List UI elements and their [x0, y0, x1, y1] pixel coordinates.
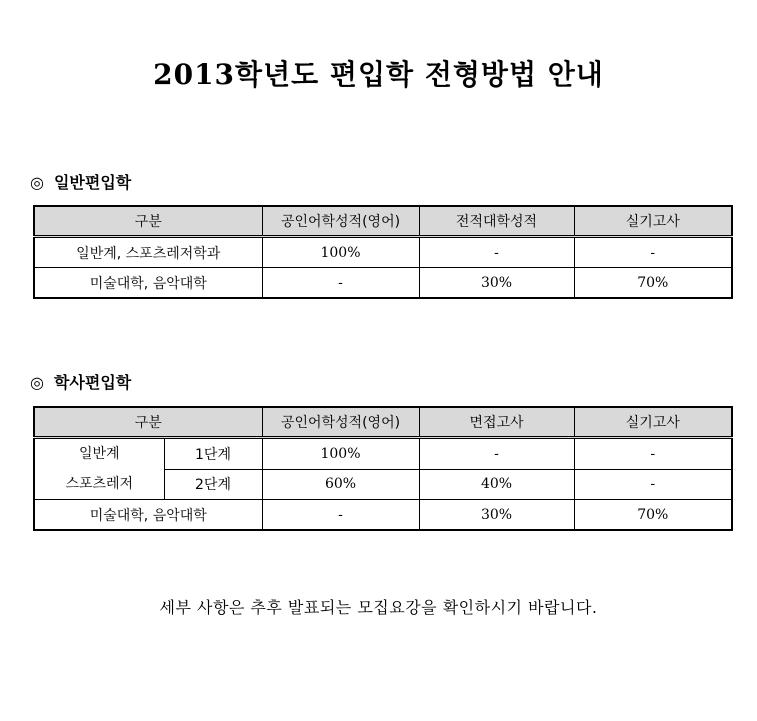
general-transfer-table: [33, 205, 733, 299]
header-english-score: 공인어학성적(영어): [262, 407, 419, 438]
row-category: 일반계, 스포츠레저학과: [34, 237, 262, 268]
english-score-cell: -: [262, 500, 419, 531]
english-score-cell: 100%: [262, 438, 419, 470]
table-row: [34, 268, 732, 299]
section-heading-label: 학사편입학: [53, 373, 132, 392]
practical-exam-cell: -: [574, 438, 732, 470]
table-header-row: [34, 407, 732, 438]
group-label-general: 일반계: [78, 446, 120, 462]
page-title: 2013학년도 편입학 전형방법 안내: [153, 58, 604, 91]
interview-cell: -: [419, 438, 574, 470]
english-score-cell: 60%: [262, 469, 419, 500]
english-score-cell: -: [262, 268, 419, 299]
section-heading-label: 일반편입학: [53, 173, 132, 192]
table-row: [34, 438, 732, 470]
interview-cell: 40%: [419, 469, 574, 500]
row-category: 미술대학, 음악대학: [34, 500, 262, 531]
header-category: 구분: [34, 407, 262, 438]
practical-exam-cell: 70%: [574, 500, 732, 531]
section-heading-general-transfer: [30, 170, 131, 193]
practical-exam-cell: -: [574, 237, 732, 268]
header-practical-exam: 실기고사: [574, 206, 732, 237]
header-english-score: 공인어학성적(영어): [262, 206, 419, 237]
table-header-row: [34, 206, 732, 237]
header-previous-college-grades: 전적대학성적: [419, 206, 574, 237]
previous-grades-cell: -: [419, 237, 574, 268]
stage-cell: 2단계: [164, 469, 262, 500]
stage-cell: 1단계: [164, 438, 262, 470]
header-category: 구분: [34, 206, 262, 237]
double-circle-icon: ◎: [30, 373, 44, 392]
group-category-cell: [34, 438, 164, 500]
row-category: 미술대학, 음악대학: [34, 268, 262, 299]
footer-note: 세부 사항은 추후 발표되는 모집요강을 확인하시기 바랍니다.: [159, 598, 598, 617]
practical-exam-cell: -: [574, 469, 732, 500]
interview-cell: 30%: [419, 500, 574, 531]
previous-grades-cell: 30%: [419, 268, 574, 299]
bachelor-transfer-table: [33, 406, 733, 531]
table-row: [34, 237, 732, 268]
practical-exam-cell: 70%: [574, 268, 732, 299]
header-practical-exam: 실기고사: [574, 407, 732, 438]
header-interview: 면접고사: [419, 407, 574, 438]
section-heading-bachelor-transfer: [30, 370, 131, 393]
double-circle-icon: ◎: [30, 173, 44, 192]
table-row: [34, 500, 732, 531]
group-label-sports-leisure: 스포츠레저: [65, 476, 134, 492]
english-score-cell: 100%: [262, 237, 419, 268]
